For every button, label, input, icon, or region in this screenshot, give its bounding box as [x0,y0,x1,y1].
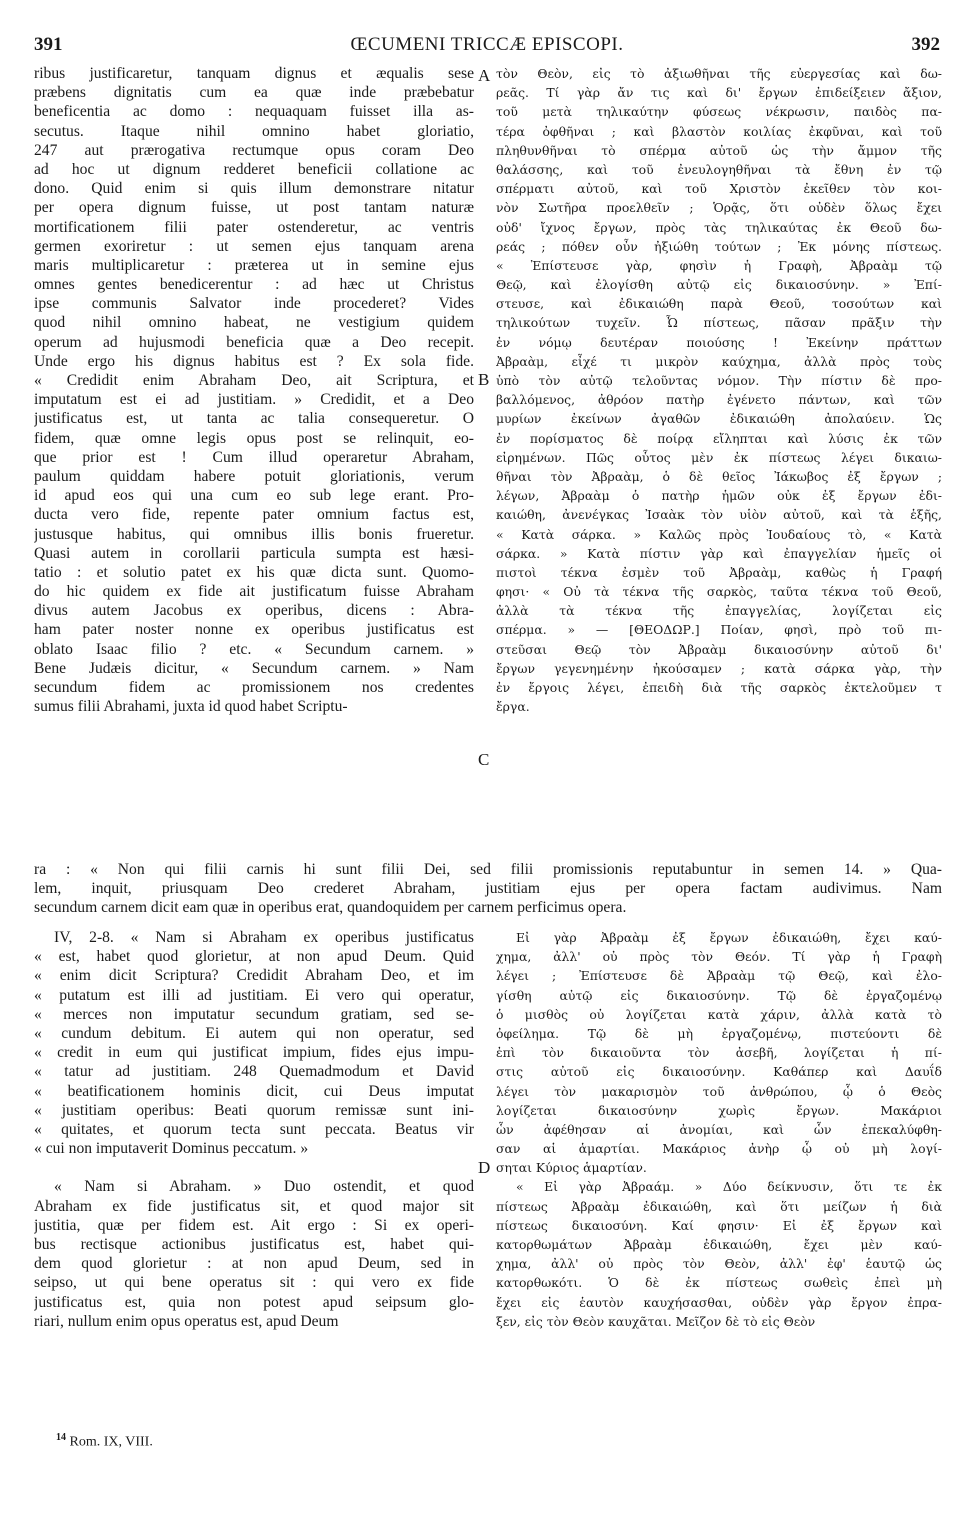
text-line: ρεᾶς. Τί γὰρ ἄν τις καὶ δι' ἔργων ἐπιδείξειεν ἄξιον, [496,85,942,101]
text-line: ὁ μισθὸς οὐ λογίζεται κατὰ χάριν, ἀλλὰ κατὰ τὸ [496,1006,942,1022]
text-line: do hic quidem ex fide ait justificatum fuisse Abraham [34,583,474,601]
text-line: « est, habet quod glorietur, at non apud Deum. Quid [34,948,474,966]
text-line: Unde ergo his dignus habitus est ? Ex sola fide. [34,352,474,370]
text-line: justificatus est, ut tanta ac talia consequeretur. O [34,410,474,428]
text-line: ξεν, εἰς τὸν Θεὸν καυχᾶται. Μεῖζον δὲ τὸ εἰς Θεὸν [496,1313,816,1329]
text-line: ἔργων γεγενημένην ἠκούσαμεν ; κατὰ σάρκα γὰρ, τὴν [496,660,942,676]
text-line [34,1158,474,1177]
text-line: Ἀβραὰμ, εἶχέ τι μικρὸν καύχημα, ἀλλὰ πρὸς τοὺς [496,353,942,369]
text-line: « justitiam operibus: Beati quorum remissæ sunt ini- [34,1101,474,1119]
text-line: τὸν Θεὸν, εἰς τὸ ἀξιωθῆναι τῆς εὐεργεσίας καὶ δω- [496,66,942,81]
text-line: σπέρμα. » — [ΘΕΟΔΩΡ.] Ποίαν, φησὶ, πρὸ τοῦ πι- [496,622,942,638]
text-line: ὀφείλημα. Τῷ δὲ μὴ ἐργαζομένῳ, πιστεύοντι δὲ [496,1025,942,1041]
text-line: bus rectisque actionibus justificatus est, habet qui- [34,1236,474,1253]
text-line: μυρίων ἐκείνων ἀγαθῶν ἐδικαιώθη ἀπολαύειν. Ὡς [496,411,942,427]
running-title: ŒCUMENI TRICCÆ EPISCOPI. [350,34,624,55]
text-line: secutus. Itaque nihil omnino habet gloriatio, [34,122,474,140]
text-line: λέγων, Ἀβραὰμ ὁ πατὴρ ἡμῶν οὐκ ἐξ ἔργων ἐδι- [496,488,942,504]
text-line: λέγει ; Ἐπίστευσε δὲ Ἀβραὰμ τῷ Θεῷ, καὶ ἐλο- [496,968,942,984]
text-line: dem quod glorietur : at non apud Deum, sed in [34,1255,474,1273]
text-line: πίστεως δικαιοσύνη. Καί φησιν· Εἰ ἐξ ἔργων καὶ [496,1217,942,1233]
text-line: τέρα ὀφθῆναι ; καὶ βλαστὸν κοιλίας ἐκφῦναι, καὶ τοῦ [496,123,942,139]
text-line: γίσθη αὐτῷ εἰς δικαιοσύνην. Τῷ δὲ ἐργαζομένῳ [496,987,942,1003]
latin-column-top [34,64,474,716]
text-line: νὸν Σωτῆρα προελθεῖν ; Ὁρᾷς, ὅτι οὐδὲν ὅλως ἔχει [496,200,942,216]
text-line: « Nam si Abraham. » Duo ostendit, et quod [54,1178,474,1196]
text-line: τοῦ μετὰ τηλικαύτην φύσεως νέκρωσιν, παιδὸς πα- [496,104,942,120]
text-line: justitia, quæ per fidem est. Ait ergo : Si ex operi- [34,1216,474,1234]
text-line: riari, nullum enim opus operatus est, apud Deum [34,1312,339,1330]
text-line: secundum carnem dicit eam quæ in operibus erat, quandoquidem per carnem perficimus opera. [34,899,627,917]
footnote-text: Rom. IX, VIII. [69,1434,153,1450]
text-line: mortificationem filii pater ostenderetur, ac ventris [34,218,474,236]
text-line: IV, 2-8. « Nam si Abraham ex operibus justificatus [54,929,474,946]
text-line: sumus filii Abrahami, juxta id quod habet Scriptu- [34,698,348,716]
text-line: germen exoriretur : ut semen ejus tanquam arena [34,237,474,255]
text-line: ἔργα. [496,699,530,715]
text-line: ὧν ἀφέθησαν αἱ ἀνομίαι, καὶ ὧν ἐπεκαλύφθη- [496,1121,942,1137]
text-line: ρεάς ; πόθεν οὖν ἠξιώθη τούτων ; Ἐκ μόνης πίστεως. [496,238,942,254]
text-line: κατορθωκότι. Ὁ δὲ ἐκ πίστεως σωθεὶς ἐπεὶ μὴ [496,1275,942,1291]
text-line: « beatificationem hominis dicit, cui Deus imputat [34,1082,474,1100]
text-line: beneficentia ac domo : nequaquam fuisset illa as- [34,103,474,121]
text-line: φησι· « Οὐ τὰ τέκνα τῆς σαρκὸς, ταῦτα τέκνα τοῦ Θεοῦ, [496,584,942,600]
footnote [56,1432,153,1451]
text-line: « cui non imputaverit Dominus peccatum. » [34,1140,309,1158]
text-line: ribus justificaretur, tanquam dignus et æqualis sese [34,65,474,82]
text-line: lem, inquit, priusquam Deo crederet Abraham, justitiam ejus per opera factam audivimus. Nam [34,880,942,898]
text-line: que prior est ! Cum illud operaretur Abraham, [34,448,474,466]
text-line: 247 aut prærogativa rectumque opus coram Deo [34,141,474,159]
text-line: σάρκα. » Κατὰ πίστιν γὰρ καὶ ἐπαγγελίαν ἡμεῖς οἱ [496,545,942,561]
text-line: ra : « Non qui filii carnis hi sunt filii Dei, sed filii promissionis reputabuntur in semen 14. » Qua- [34,861,942,878]
margin-marker-d: D [478,1158,491,1177]
text-line: « Ἐπίστευσε γὰρ, φησὶν ἡ Γραφὴ, Ἀβραὰμ τῷ [496,257,942,273]
full-width-text [34,860,942,918]
text-line: χημα, ἀλλ' οὐ πρὸς τὸν Θεόν. Τί γὰρ ἡ Γραφὴ [496,949,942,965]
text-line: οὐδ' ἴχνος ἔργων, πρὸς τὰς τηλικαύτας ἐκ Θεοῦ δω- [496,219,942,235]
text-line: εἰρημένων. Πῶς οὗτος μὲν ἐκ πίστεως λέγει δικαιω- [496,449,942,465]
text-line: « Εἰ γὰρ Ἀβραάμ. » Δύο δείκνυσιν, ὅτι τε ἐκ [516,1179,942,1195]
running-header [34,34,940,58]
text-line: dono. Quid enim si quis illum demonstrare nitatur [34,180,474,198]
text-line: ἀλλὰ τὰ τέκνα τῆς ἐπαγγελίας, λογίζεται εἰς [496,603,942,619]
text-line: στις αὐτοῦ εἰς δικαιοσύνην. Καθάπερ καὶ Δαυΐδ [496,1064,942,1080]
left-page-number: 391 [34,34,63,55]
text-line: λογίζεται δικαιοσύνην χωρὶς ἔργων. Μακάριοι [496,1102,942,1118]
margin-marker-a: A [478,66,491,85]
text-line: quod nihil omnino habeat, ne vestigium quidem [34,314,474,332]
greek-column-top [496,64,942,716]
text-line: fidem, quæ omne legis opus post se relinquit, eo- [34,429,474,447]
text-line: πίστεως Ἀβραὰμ ἐδικαιώθη, καὶ ὅτι μείζων ἡ διὰ [496,1198,942,1214]
text-line: ὑπὸ τὸν αὐτῷ τελοῦντας νόμον. Τὴν πίστιν δὲ προ- [496,373,942,388]
text-line: « Κατὰ σάρκα. » Καλῶς πρὸς Ἰουδαίους τὸ, « Κατὰ [496,526,942,542]
text-line: πληθυνθῆναι τὸ σπέρμα αὐτοῦ ὡς τὴν ἄμμον τῆς [496,142,942,158]
text-line: « cundum debitum. Ei autem qui non operatur, sed [34,1024,474,1042]
text-line: « Credidit enim Abraham Deo, ait Scriptura, et [34,372,474,389]
text-line: ham pater noster nonne ex operibus justificatus est [34,621,474,639]
text-line: Θεῷ, καὶ ἐλογίσθη αὐτῷ εἰς δικαιοσύνην. » Ἐπί- [496,277,942,293]
text-line: ipse communis Salvator inde procederet? Vides [34,295,474,313]
text-line: σπέρματι αὐτοῦ, καὶ τοῦ Χριστὸν ἐκεῖθεν τὸν κοι- [496,181,942,197]
text-line: divus autem Jacobus ex operibus, dicens : Abra- [34,602,474,620]
text-line: ἐπὶ τὸν δικαιοῦντα τὸν ἀσεβῆ, λογίζεται ἡ πί- [496,1045,942,1061]
text-line: imputatum est ei ad justitiam. » Credidit, et a Deo [34,391,474,409]
right-page-number: 392 [911,34,940,55]
text-line: per opera dignum fuisse, ut post tantam naturæ [34,199,474,217]
text-line: oblato Isaac filio ? etc. « Secundum carnem. » [34,640,474,658]
text-line: κατορθωμάτων Ἀβραὰμ ἐδικαιώθη, ἔχει μὲν καύ- [496,1237,942,1252]
text-line: Bene Judæis dicitur, « Secundum carnem. » Nam [34,659,474,677]
text-line: σαν αἱ ἁμαρτίαι. Μακάριος ἀνὴρ ᾧ οὐ μὴ λογί- [496,1141,942,1157]
text-line: id apud eos qui una cum eo sub lege erant. Pro- [34,487,474,505]
text-line: secundum fidem ac promissionem nos credentes [34,679,474,696]
text-line: πιστοὶ τέκνα ἐσμὲν τοῦ Ἀβραὰμ, καθὼς ἡ Γραφή [496,564,942,580]
latin-column-bottom [34,928,474,1331]
text-line: « quitates, et quorum tecta sunt peccata. Beatus vir [34,1120,474,1138]
text-line: ducta vero fide, repente pater omnium factus est, [34,506,474,524]
text-line: omnes gentes benedicerentur : ad hæc ut Christus [34,276,474,294]
text-line: justusque habitus, qui omnibus illis bonis frueretur. [34,525,474,543]
text-line: Εἰ γὰρ Ἀβραὰμ ἐξ ἔργων ἐδικαιώθη, ἔχει καύ- [516,930,942,945]
text-line: tatio : et solutio patet ex his quæ dicta sunt. Quomo- [34,563,474,581]
text-line: στεῦσαι Θεῷ τὸν Ἀβραὰμ δικαιοσύνην αὐτοῦ δι' [496,641,942,657]
text-line: θῆναι τὸν Ἀβραὰμ, ὁ δὲ θεῖος Ἰάκωβος ἐξ ἔργων ; [496,468,942,484]
text-line: « putatum est illi ad justitiam. Ei vero qui operatur, [34,986,474,1004]
text-line: ἔχει εἰς ἑαυτὸν καυχήσασθαι, οὐδὲν γὰρ ἔργον ἐπρα- [496,1294,942,1310]
text-line: ἐν ἔργοις λέγει, ἐπειδὴ διὰ τῆς σαρκὸς ἐκτελοῦμεν τ [496,680,942,695]
text-line: βαλλόμενος, ἀθρόον πατὴρ ἐγένετο πάντων, καὶ τῶν [496,392,942,408]
text-line: λέγει τὸν μακαρισμὸν τοῦ ἀνθρώπου, ᾧ ὁ Θεὸς [496,1083,942,1099]
margin-marker-b: B [478,370,490,389]
text-line: θαλάσσης, καὶ τοῦ ἐνευλογηθῆναι τὰ ἔθνη ἐν τῷ [496,161,942,177]
text-line: « enim dicit Scriptura? Credidit Abraham Deo, et im [34,967,474,985]
text-line: Quasi autem in corollarii particula sumpta est hæsi- [34,544,474,562]
text-line: τηλικούτων τυχεῖν. Ὦ πίστεως, πᾶσαν πρᾶξιν τὴν [496,315,942,331]
text-line: præbens dignitatis cum ea quæ inde præbebatur [34,84,474,102]
text-line: « merces non imputatur secundum gratiam, sed se- [34,1005,474,1023]
greek-column-bottom [496,928,942,1331]
text-line: ad hoc ut dignum redderet beneficii collatione ac [34,160,474,178]
text-line: καιώθη, ἀνενέγκας Ἰσαὰκ τὸν υἱὸν αὐτοῦ, καὶ τὰ ἑξῆς, [496,507,942,523]
text-line: Abraham ex fide justificatus sit, et quod major sit [34,1197,474,1215]
text-line: paulum quiddam habere potuit gloriationis, verum [34,467,474,485]
text-line: « credit in eum qui justificat impium, fides ejus impu- [34,1044,474,1062]
text-line: ἐν νόμῳ δευτέραν ποιούσης ! Ἐκείνην πράττων [496,334,942,350]
text-line: στευσε, καὶ ἐδικαιώθη παρὰ Θεοῦ, τοσούτων καὶ [496,296,942,312]
text-line: σηται Κύριος ἁμαρτίαν. [496,1160,647,1176]
margin-marker-c: C [478,750,490,769]
text-line: ἐν πορίσματος δὲ ποίρᾳ εἴληπται καὶ λύσις ἐκ τῶν [496,430,942,446]
footnote-number: 14 [56,1432,66,1443]
text-line: « tatur ad justitiam. 248 Quemadmodum et David [34,1063,474,1081]
text-line: maris multiplicaretur : præterea ut in semine ejus [34,256,474,274]
text-line: justificatus est, quia non potest apud seipsum glo- [34,1293,474,1311]
text-line: seipso, ut qui bene operatus sit : qui vero ex fide [34,1274,474,1292]
text-line: operum ad hujusmodi beneficia quæ a Deo recepit. [34,333,474,351]
text-line: χημα, ἀλλ' οὐ πρὸς τὸν Θεὸν, ἀλλ' ἐφ' ἑαυτῷ ὡς [496,1256,942,1272]
